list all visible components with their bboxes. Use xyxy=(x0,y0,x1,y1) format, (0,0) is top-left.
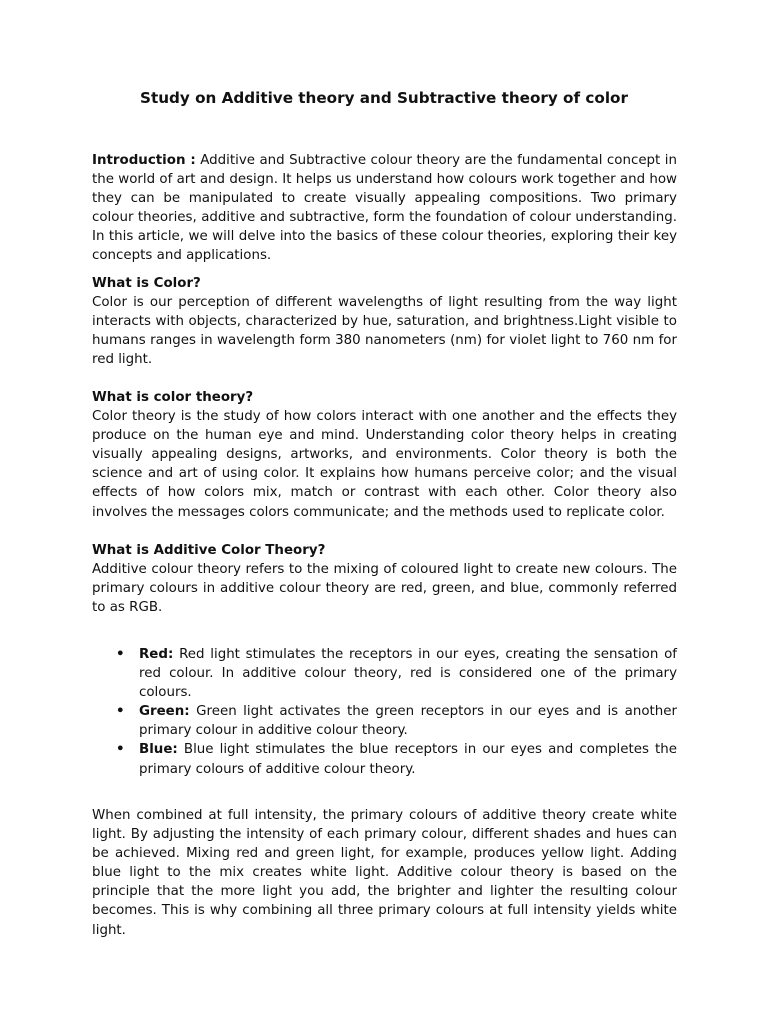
document-title: Study on Additive theory and Subtractive theory of color xyxy=(140,89,628,107)
additive-theory-paragraph: Additive colour theory refers to the mixing of coloured light to create new colours. The primary colours in additive colour theory are red, green, and blue, commonly referred to as RGB. xyxy=(92,562,677,616)
list-item-text: Blue light stimulates the blue receptors in our eyes and completes the primary colours of additive colour theory. xyxy=(139,742,677,777)
closing-section xyxy=(92,806,677,940)
introduction-section xyxy=(92,151,677,266)
list-item-term: Red: xyxy=(139,647,174,662)
list-item-text: Red light stimulates the receptors in our eyes, creating the sensation of red colour. In additive colour theory, red is considered one of the primary colours. xyxy=(139,647,677,701)
primary-colours-list xyxy=(92,645,677,779)
list-item-blue xyxy=(92,740,677,778)
list-item-text: Green light activates the green receptors in our eyes and is another primary colour in additive colour theory. xyxy=(139,704,677,739)
additive-theory-section xyxy=(92,541,677,617)
color-theory-paragraph: Color theory is the study of how colors interact with one another and the effects they produce on the human eye and mind. Understanding color theory helps in creating visually appealing designs, artworks, and environments. Color theory is both the science and art of using color. It explains how humans perceive color; and the visual effects of how colors mix, match or contrast with each other. Color theory also involves the messages colors communicate; and the methods used to replicate color. xyxy=(92,409,677,520)
introduction-label: Introduction : xyxy=(92,153,196,168)
bullet-icon: • xyxy=(116,647,125,662)
what-is-color-heading: What is Color? xyxy=(92,276,201,291)
list-item-red xyxy=(92,645,677,702)
bullet-icon: • xyxy=(116,742,125,758)
introduction-text: Additive and Subtractive colour theory are the fundamental concept in the world of art and design. It helps us understand how colours work together and how they can be manipulated to create visually appealing compositions. Two primary colour theories, additive and subtractive, form the foundation of colour understanding. In this article, we will delve into the basics of these colour theories, exploring their key concepts and applications. xyxy=(92,153,677,264)
color-theory-section xyxy=(92,388,677,522)
closing-paragraph: When combined at full intensity, the primary colours of additive theory create white light. By adjusting the intensity of each primary colour, different shades and hues can be achieved. Mixing red and green light, for example, produces yellow light. Adding blue light to the mix creates white light. Additive colour theory is based on the principle that the more light you add, the brighter and lighter the resulting colour becomes. This is why combining all three primary colours at full intensity yields white light. xyxy=(92,808,677,938)
list-item-term: Blue: xyxy=(139,742,178,758)
additive-theory-heading: What is Additive Color Theory? xyxy=(92,543,326,558)
list-item-green xyxy=(92,702,677,740)
color-theory-heading: What is color theory? xyxy=(92,390,254,405)
list-item-term: Green: xyxy=(139,704,190,720)
what-is-color-section xyxy=(92,274,677,369)
introduction-paragraph xyxy=(92,151,677,266)
bullet-icon: • xyxy=(116,704,125,720)
what-is-color-paragraph: Color is our perception of different wavelengths of light resulting from the way light interacts with objects, characterized by hue, saturation, and brightness.Light visible to humans ranges in wavelength form 380 nanometers (nm) for violet light to 760 nm for red light. xyxy=(92,295,677,368)
primary-colours-list-section xyxy=(92,645,677,779)
